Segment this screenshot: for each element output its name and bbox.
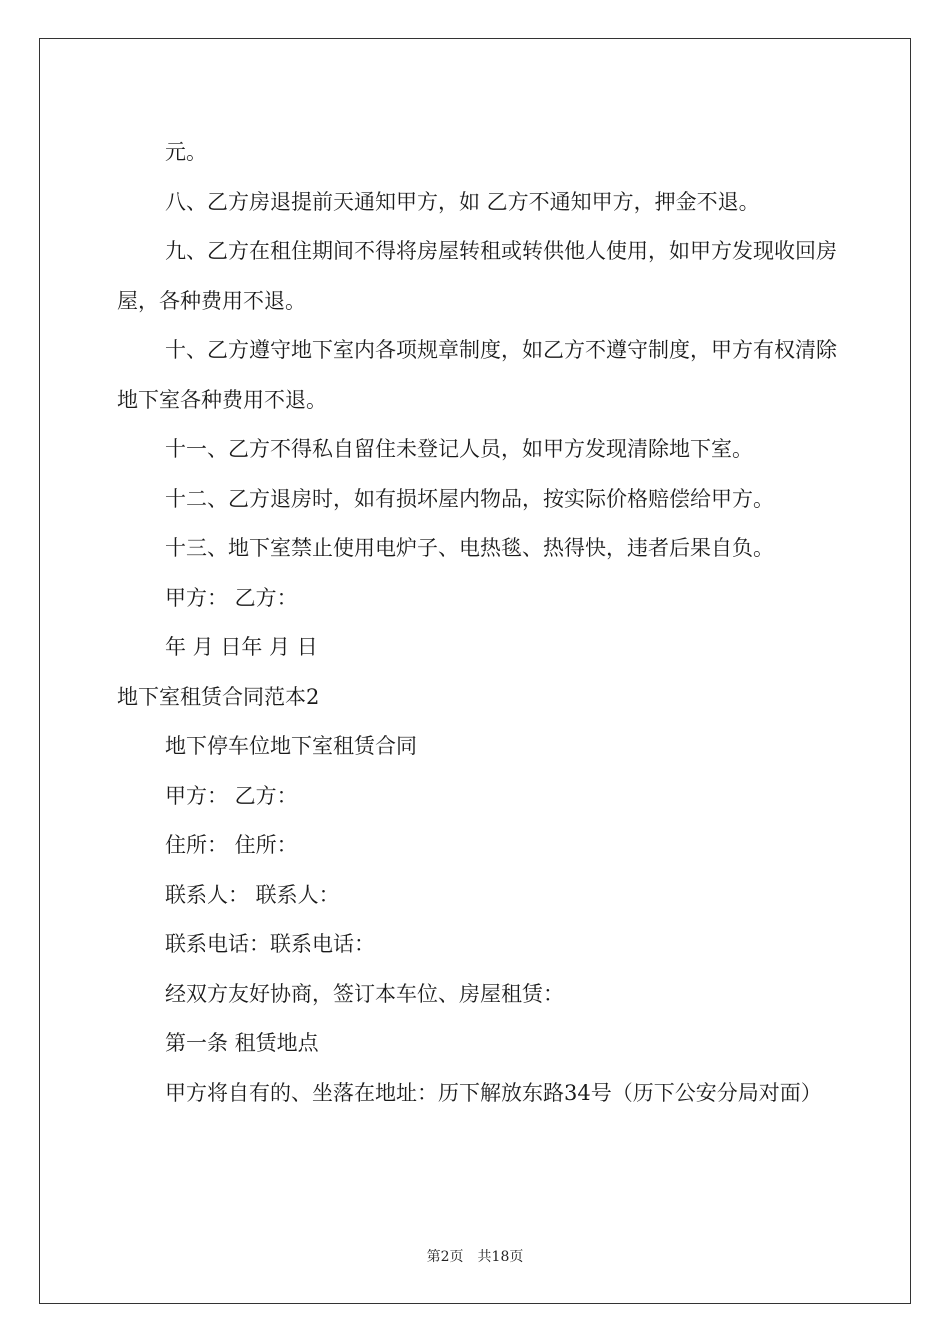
paragraph: 十、乙方遵守地下室内各项规章制度，如乙方不遵守制度，甲方有权清除地下室各种费用不退。 [117, 338, 837, 412]
paragraph: 甲方将自有的、坐落在地址：历下解放东路34号（历下公安分局对面） [165, 1080, 822, 1105]
paragraph: 甲方： 乙方： [165, 585, 298, 610]
paragraph: 八、乙方房退提前天通知甲方，如 乙方不通知甲方，押金不退。 [165, 189, 760, 214]
document-body [117, 128, 837, 1118]
page-number: 第2页 [426, 1249, 464, 1265]
paragraph: 元。 [165, 140, 207, 164]
page-total: 共18页 [477, 1249, 524, 1265]
paragraph: 十二、乙方退房时，如有损坏屋内物品，按实际价格赔偿给甲方。 [165, 486, 774, 511]
paragraph: 年 月 日年 月 日 [165, 635, 318, 659]
paragraph: 经双方友好协商，签订本车位、房屋租赁： [165, 981, 564, 1006]
paragraph: 十三、地下室禁止使用电炉子、电热毯、热得快，违者后果自负。 [165, 536, 774, 560]
paragraph: 住所： 住所： [165, 833, 298, 857]
paragraph: 联系电话：联系电话： [165, 932, 375, 956]
paragraph: 甲方： 乙方： [165, 783, 298, 808]
paragraph: 第一条 租赁地点 [165, 1031, 319, 1055]
page-footer [0, 1246, 950, 1266]
paragraph: 联系人： 联系人： [165, 882, 340, 907]
paragraph: 十一、乙方不得私自留住未登记人员，如甲方发现清除地下室。 [165, 437, 753, 461]
section-heading: 地下室租赁合同范本2 [117, 684, 320, 709]
paragraph: 地下停车位地下室租赁合同 [165, 734, 417, 758]
paragraph: 九、乙方在租住期间不得将房屋转租或转供他人使用，如甲方发现收回房屋，各种费用不退。 [117, 239, 837, 313]
